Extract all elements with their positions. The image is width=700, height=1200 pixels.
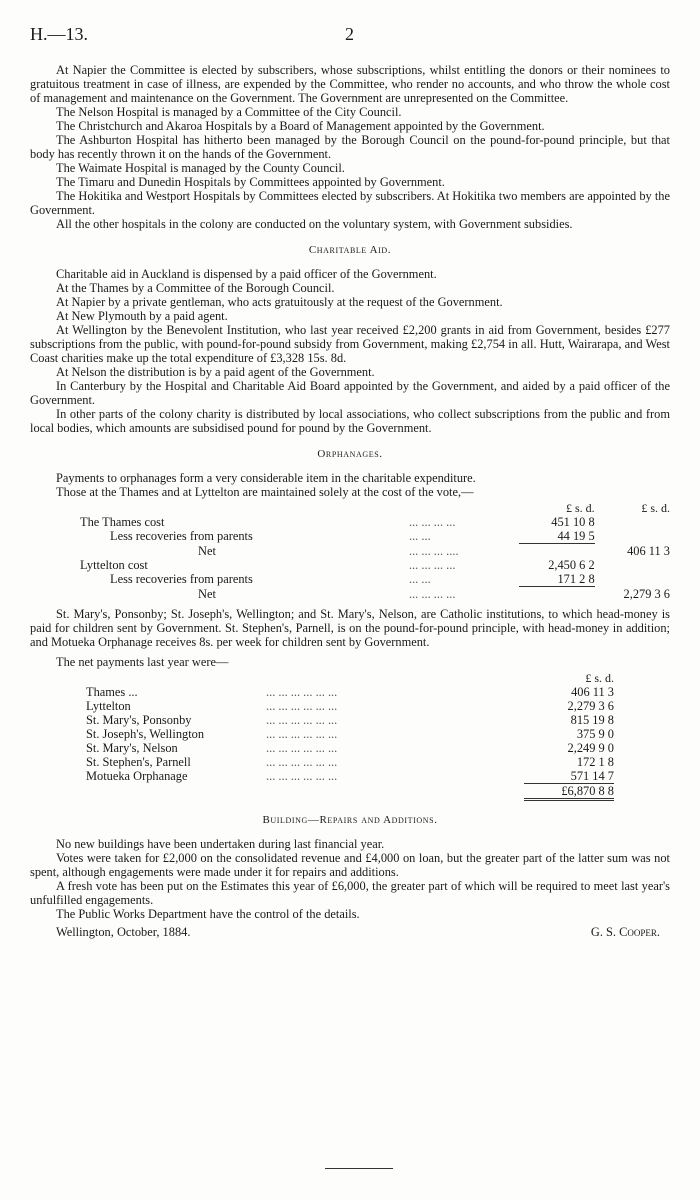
leader-dots: ... ... ... ... ... ... — [266, 699, 338, 713]
table-row — [80, 558, 670, 572]
paragraph: The Nelson Hospital is managed by a Committee of the City Council. — [56, 105, 402, 119]
buildings-section — [30, 813, 670, 921]
row-label: Lyttelton — [86, 699, 131, 713]
paragraph: A fresh vote has been put on the Estimates this year of £6,000, the greater part of which will be required to meet last year's unfulfilled engagements. — [30, 879, 670, 907]
column-header: £ s. d. — [565, 501, 595, 515]
leader-dots: ... ... — [408, 572, 431, 587]
hospitals-section — [30, 63, 670, 231]
amount — [519, 587, 594, 602]
table-row — [80, 529, 670, 544]
leader-dots: ... ... ... ... ... ... — [266, 741, 338, 755]
amount: 406 11 3 — [627, 543, 670, 558]
paragraph: No new buildings have been undertaken during last financial year. — [56, 837, 385, 851]
amount: 2,249 9 0 — [567, 741, 614, 755]
amount — [595, 529, 670, 544]
signature-block — [30, 925, 670, 941]
row-label: St. Joseph's, Wellington — [86, 727, 205, 741]
paragraph: At Nelson the distribution is by a paid agent of the Government. — [56, 365, 375, 379]
paragraph: The Hokitika and Westport Hospitals by Committees elected by subscribers. At Hokitika two members are appointed by the Government. — [30, 189, 670, 217]
total-amount: £6,870 8 8 — [524, 784, 614, 800]
amount: 2,450 6 2 — [548, 558, 595, 572]
row-label: St. Mary's, Nelson — [86, 741, 178, 755]
table-row — [80, 515, 670, 529]
paragraph: At the Thames by a Committee of the Borough Council. — [56, 281, 335, 295]
amount — [595, 558, 670, 572]
paragraph: At New Plymouth by a paid agent. — [56, 309, 228, 323]
row-label: Lyttelton cost — [80, 558, 148, 572]
leader-dots: ... ... ... .... — [408, 543, 459, 558]
amount: 375 9 0 — [576, 727, 614, 741]
orphanages-section — [30, 447, 670, 801]
table-header-row — [56, 671, 614, 685]
table-row — [56, 741, 614, 755]
row-label: Less recoveries from parents — [110, 529, 253, 544]
amount — [519, 544, 594, 559]
paragraph: In other parts of the colony charity is distributed by local associations, who collect subscriptions from the public and from local bodies, which amounts are subsidised pound for pound by the Government. — [30, 407, 670, 435]
row-label: St. Stephen's, Parnell — [86, 755, 191, 769]
table-row — [56, 727, 614, 741]
leader-dots: ... ... ... ... ... ... — [266, 727, 338, 741]
section-heading: Building—Repairs and Additions. — [262, 814, 438, 826]
row-label: Motueka Orphanage — [86, 769, 188, 784]
page-header — [30, 24, 670, 48]
paragraph: At Napier the Committee is elected by subscribers, whose subscriptions, whilst entitling the donors or their nominees to gratuitous treatment in case of illness, are expended by the Committee, who render no accounts, and who throw the whole cost of management and maintenance on the Government. The Government are unrepresented on the Committee. — [30, 63, 670, 105]
document-reference: H.—13. — [30, 24, 88, 44]
table-header-row — [80, 501, 670, 515]
paragraph: The Ashburton Hospital has hitherto been managed by the Borough Council on the pound-for-pound principle, but that body has recently thrown it on the hands of the Government. — [30, 133, 670, 161]
row-label: Thames ... — [86, 685, 138, 699]
table-row — [80, 544, 670, 559]
leader-dots: ... ... ... ... — [408, 586, 456, 601]
paragraph: Charitable aid in Auckland is dispensed by a paid officer of the Government. — [56, 267, 437, 281]
paragraph: Those at the Thames and at Lyttelton are maintained solely at the cost of the vote,— — [56, 485, 474, 499]
amount — [595, 515, 670, 529]
leader-dots: ... ... ... ... — [408, 558, 456, 572]
paragraph: At Wellington by the Benevolent Institution, who last year received £2,200 grants in aid from Government, besides £277 subscriptions from the public, with pound-for-pound subsidy from Government, making £2,754 in all. Hutt, Wairarapa, and West Coast charities make up the total expenditure of £3,328 15s. 8d. — [30, 323, 670, 365]
section-heading: Charitable Aid. — [308, 244, 392, 256]
paragraph: Votes were taken for £2,000 on the consolidated revenue and £4,000 on loan, but the greater part of the latter sum was not spent, although engagements were made under it for repairs and additions. — [30, 851, 670, 879]
paragraph: The Waimate Hospital is managed by the County Council. — [56, 161, 345, 175]
leader-dots: ... ... ... ... ... ... — [266, 755, 338, 769]
table-total-row — [56, 784, 614, 800]
net-payments-table — [56, 671, 614, 801]
amount — [595, 572, 670, 587]
table-row — [56, 713, 614, 727]
amount: 44 19 5 — [557, 529, 595, 543]
paragraph: The Timaru and Dunedin Hospitals by Committees appointed by Government. — [56, 175, 445, 189]
signatory-name: G. S. Cooper. — [590, 925, 660, 939]
place-date: Wellington, October, 1884. — [56, 925, 191, 939]
amount: 571 14 7 — [570, 769, 614, 783]
column-header: £ s. d. — [585, 671, 614, 685]
leader-dots: ... ... ... ... ... ... — [266, 769, 338, 784]
orphanage-cost-table — [80, 501, 670, 601]
charitable-aid-section — [30, 243, 670, 435]
row-label: Less recoveries from parents — [110, 572, 253, 587]
row-label: Net — [198, 586, 216, 601]
document-body — [30, 63, 670, 941]
row-label: St. Mary's, Ponsonby — [86, 713, 192, 727]
amount: 451 10 8 — [551, 515, 595, 529]
end-rule — [325, 1168, 393, 1169]
paragraph: The net payments last year were— — [56, 655, 229, 669]
leader-dots: ... ... ... ... — [408, 515, 456, 529]
amount: 815 19 8 — [570, 713, 614, 727]
column-header: £ s. d. — [641, 501, 670, 515]
table-row — [56, 685, 614, 699]
page-number: 2 — [345, 24, 354, 44]
leader-dots: ... ... ... ... ... ... — [266, 685, 338, 699]
amount: 172 1 8 — [576, 755, 614, 769]
amount: 2,279 3 6 — [623, 586, 670, 601]
paragraph: Payments to orphanages form a very considerable item in the charitable expenditure. — [56, 471, 476, 485]
leader-dots: ... ... ... ... ... ... — [266, 713, 338, 727]
table-row — [80, 587, 670, 602]
paragraph: In Canterbury by the Hospital and Charitable Aid Board appointed by the Government, and aided by a paid officer of the Government. — [30, 379, 670, 407]
amount: 171 2 8 — [557, 572, 595, 586]
paragraph: The Christchurch and Akaroa Hospitals by a Board of Management appointed by the Government. — [56, 119, 545, 133]
table-row — [56, 769, 614, 784]
paragraph: The Public Works Department have the control of the details. — [56, 907, 360, 921]
paragraph: All the other hospitals in the colony are conducted on the voluntary system, with Government subsidies. — [56, 217, 573, 231]
row-label: Net — [198, 543, 216, 558]
table-row — [80, 572, 670, 587]
amount: 2,279 3 6 — [567, 699, 614, 713]
table-row — [56, 699, 614, 713]
section-heading: Orphanages. — [317, 448, 383, 460]
row-label: The Thames cost — [80, 515, 165, 529]
paragraph: At Napier by a private gentleman, who acts gratuitously at the request of the Government. — [56, 295, 503, 309]
leader-dots: ... ... — [408, 529, 431, 544]
table-row — [56, 755, 614, 769]
amount: 406 11 3 — [571, 685, 614, 699]
paragraph: St. Mary's, Ponsonby; St. Joseph's, Wellington; and St. Mary's, Nelson, are Catholic institutions, to which head-money is paid for children sent by Government. St. Stephen's, Parnell, is on the pound-for-pound principle, with head-money in addition; and Motueka Orphanage receives 8s. per week for children sent by Government. — [30, 607, 670, 649]
